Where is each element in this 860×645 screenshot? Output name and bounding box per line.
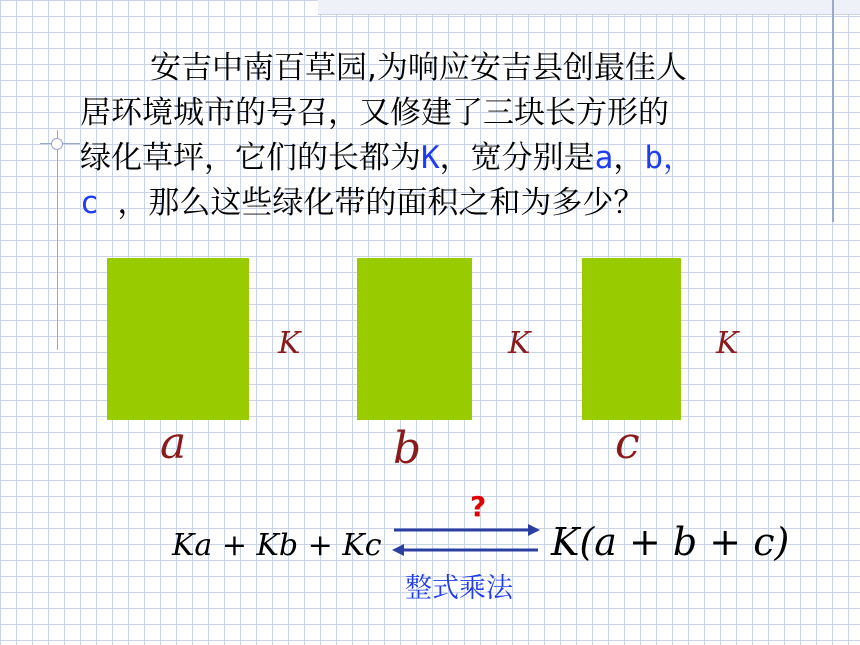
top-decoration-band bbox=[318, 0, 860, 15]
width-label-b: b bbox=[393, 423, 422, 474]
problem-line-2: 居环境城市的号召，又修建了三块长方形的 bbox=[80, 95, 669, 131]
problem-line-3: 绿化草坪，它们的长都为K，宽分别是a，b， bbox=[80, 140, 695, 176]
length-label-a: K bbox=[278, 326, 301, 361]
decoration-circle bbox=[51, 138, 63, 150]
width-c-text: c bbox=[80, 185, 118, 221]
width-label-a: a bbox=[160, 418, 187, 469]
factored-expression: K(a + b + c) bbox=[551, 520, 790, 564]
expanded-expression: Ka + Kb + Kc bbox=[172, 528, 382, 563]
length-k-text: K bbox=[421, 140, 440, 176]
width-label-c: c bbox=[615, 418, 640, 469]
problem-line-4: c ，那么这些绿化带的面积之和为多少？ bbox=[80, 185, 645, 221]
left-decoration-line bbox=[57, 130, 58, 350]
width-a-text: a bbox=[594, 140, 614, 176]
length-label-b: K bbox=[508, 326, 531, 361]
lawn-rectangle-a bbox=[107, 258, 249, 420]
problem-text bbox=[80, 46, 835, 226]
question-mark: ? bbox=[470, 490, 487, 523]
method-label: 整式乘法 bbox=[405, 573, 513, 604]
problem-line-1: 安吉中南百草园,为响应安吉县创最佳人 bbox=[150, 50, 687, 86]
lawn-rectangle-c bbox=[582, 258, 681, 420]
length-label-c: K bbox=[716, 326, 739, 361]
width-b-text: b bbox=[644, 140, 664, 176]
conversion-arrows bbox=[388, 522, 558, 558]
lawn-rectangle-b bbox=[357, 258, 472, 420]
